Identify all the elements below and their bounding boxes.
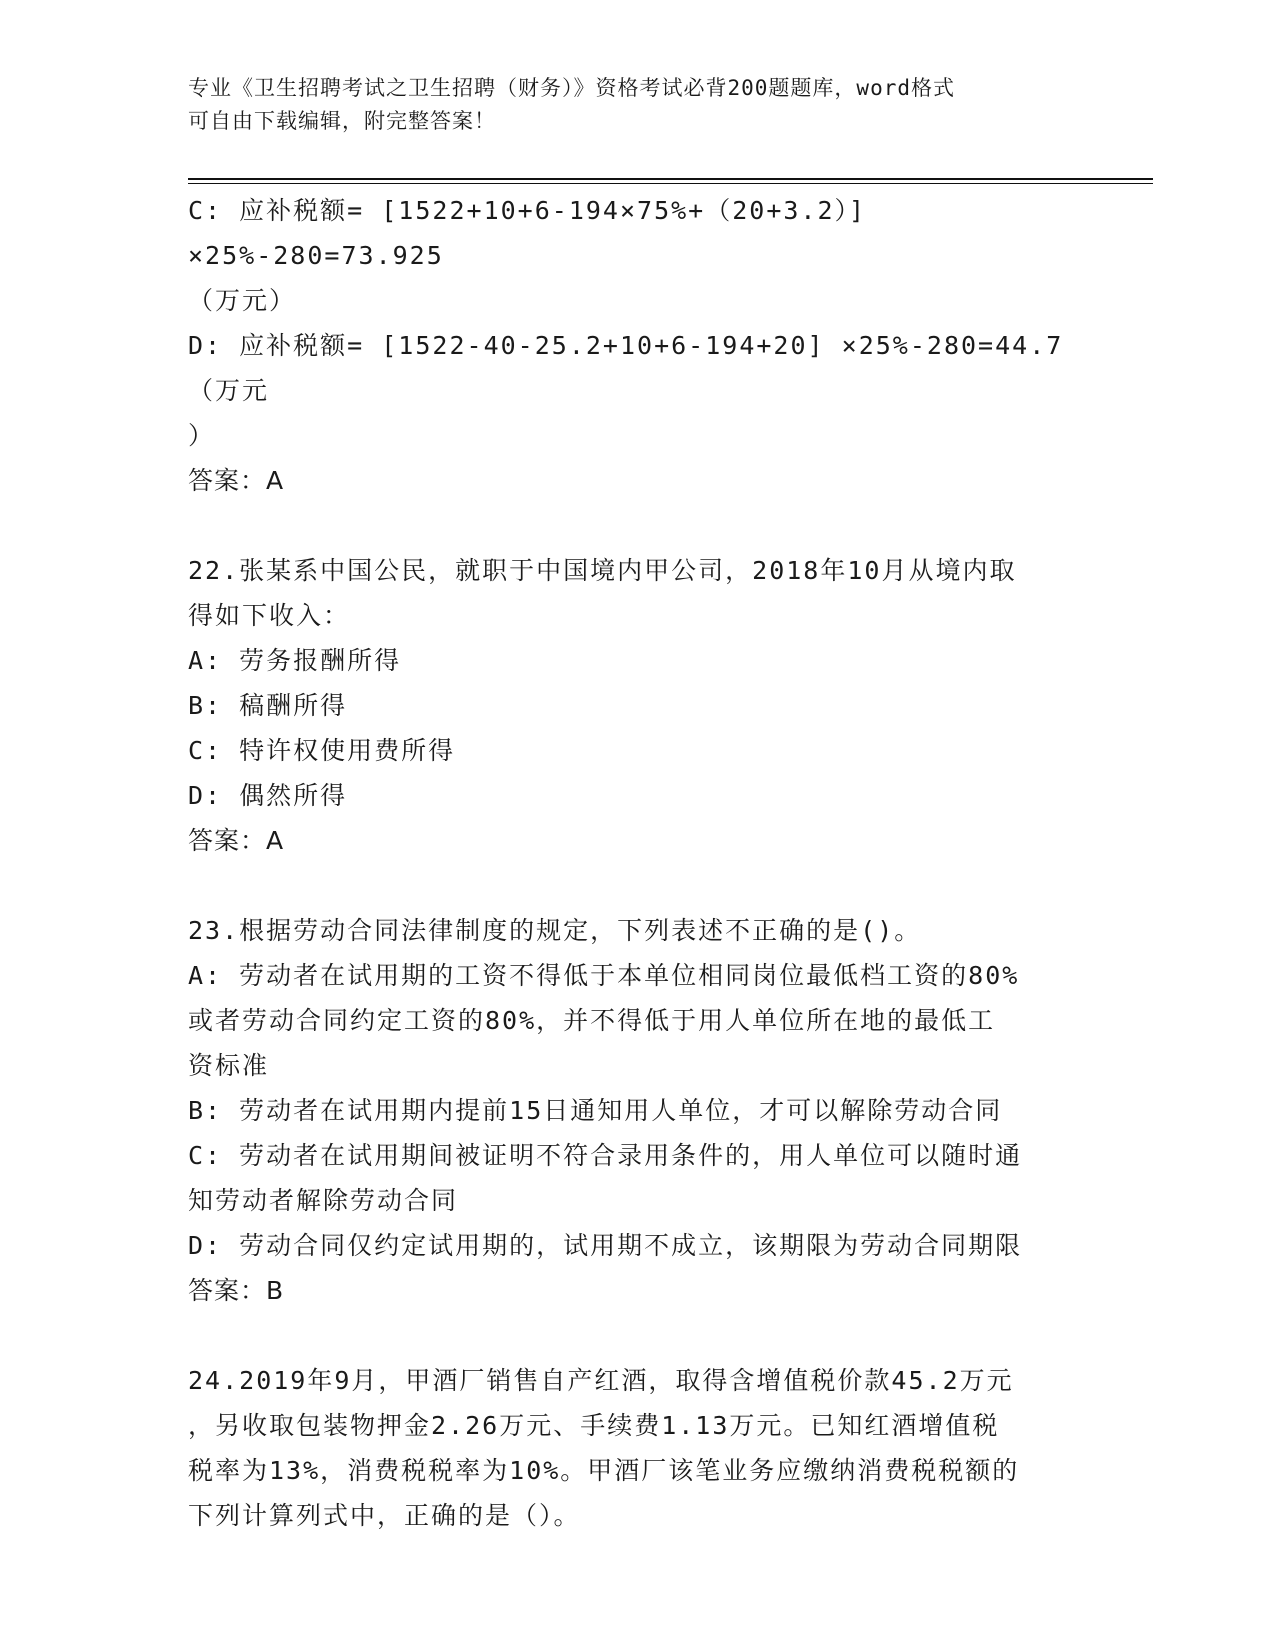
option-d-line-2: ）	[188, 421, 216, 450]
option-b: B: 稿酬所得	[188, 691, 348, 720]
spacer	[188, 1313, 1088, 1358]
answer-line: 答案：B	[188, 1276, 285, 1305]
question-21-tail	[188, 188, 1088, 503]
header-divider-thin	[188, 183, 1153, 184]
option-d-line-1: D: 应补税额= [1522-40-25.2+10+6-194+20] ×25%-280=44.7（万元	[188, 331, 1064, 405]
question-24	[188, 1358, 1088, 1538]
question-stem-line-3: 税率为13%，消费税税率为10%。甲酒厂该笔业务应缴纳消费税税额的	[188, 1456, 1020, 1485]
spacer	[188, 503, 1088, 548]
answer-line: 答案：A	[188, 826, 285, 855]
question-stem-line-1: 24.2019年9月，甲酒厂销售自产红酒，取得含增值税价款45.2万元	[188, 1366, 1014, 1395]
question-stem-line-2: ，另收取包装物押金2.26万元、手续费1.13万元。已知红酒增值税	[188, 1411, 1000, 1440]
option-c-line-2: 知劳动者解除劳动合同	[188, 1186, 459, 1215]
question-22	[188, 548, 1088, 863]
answer-line: 答案：A	[188, 466, 285, 495]
question-stem: 23.根据劳动合同法律制度的规定，下列表述不正确的是()。	[188, 916, 922, 945]
option-c-line-2: （万元）	[188, 286, 297, 315]
option-c-line-1: C: 劳动者在试用期间被证明不符合录用条件的，用人单位可以随时通	[188, 1141, 1023, 1170]
question-stem-line-1: 22.张某系中国公民，就职于中国境内甲公司，2018年10月从境内取	[188, 556, 1017, 585]
option-d: D: 偶然所得	[188, 781, 348, 810]
option-c-line-1: C: 应补税额= [1522+10+6-194×75%+（20+3.2）] ×25%-280=73.925	[188, 196, 884, 270]
document-body	[188, 188, 1088, 1538]
option-d: D: 劳动合同仅约定试用期的，试用期不成立，该期限为劳动合同期限	[188, 1231, 1023, 1260]
header-line-1: 专业《卫生招聘考试之卫生招聘（财务）》资格考试必背200题题库，word格式	[188, 76, 955, 100]
option-b: B: 劳动者在试用期内提前15日通知用人单位，才可以解除劳动合同	[188, 1096, 1003, 1125]
header-divider-thick	[188, 178, 1153, 180]
question-stem-line-4: 下列计算列式中，正确的是（）。	[188, 1501, 581, 1530]
header-line-2: 可自由下载编辑，附完整答案！	[188, 109, 496, 133]
option-a-line-2: 或者劳动合同约定工资的80%，并不得低于用人单位所在地的最低工	[188, 1006, 996, 1035]
option-a-line-1: A: 劳动者在试用期的工资不得低于本单位相同岗位最低档工资的80%	[188, 961, 1020, 990]
document-header	[188, 72, 1068, 138]
spacer	[188, 863, 1088, 908]
option-a-line-3: 资标准	[188, 1051, 270, 1080]
option-c: C: 特许权使用费所得	[188, 736, 456, 765]
question-stem-line-2: 得如下收入：	[188, 601, 351, 630]
question-23	[188, 908, 1088, 1313]
option-a: A: 劳务报酬所得	[188, 646, 402, 675]
